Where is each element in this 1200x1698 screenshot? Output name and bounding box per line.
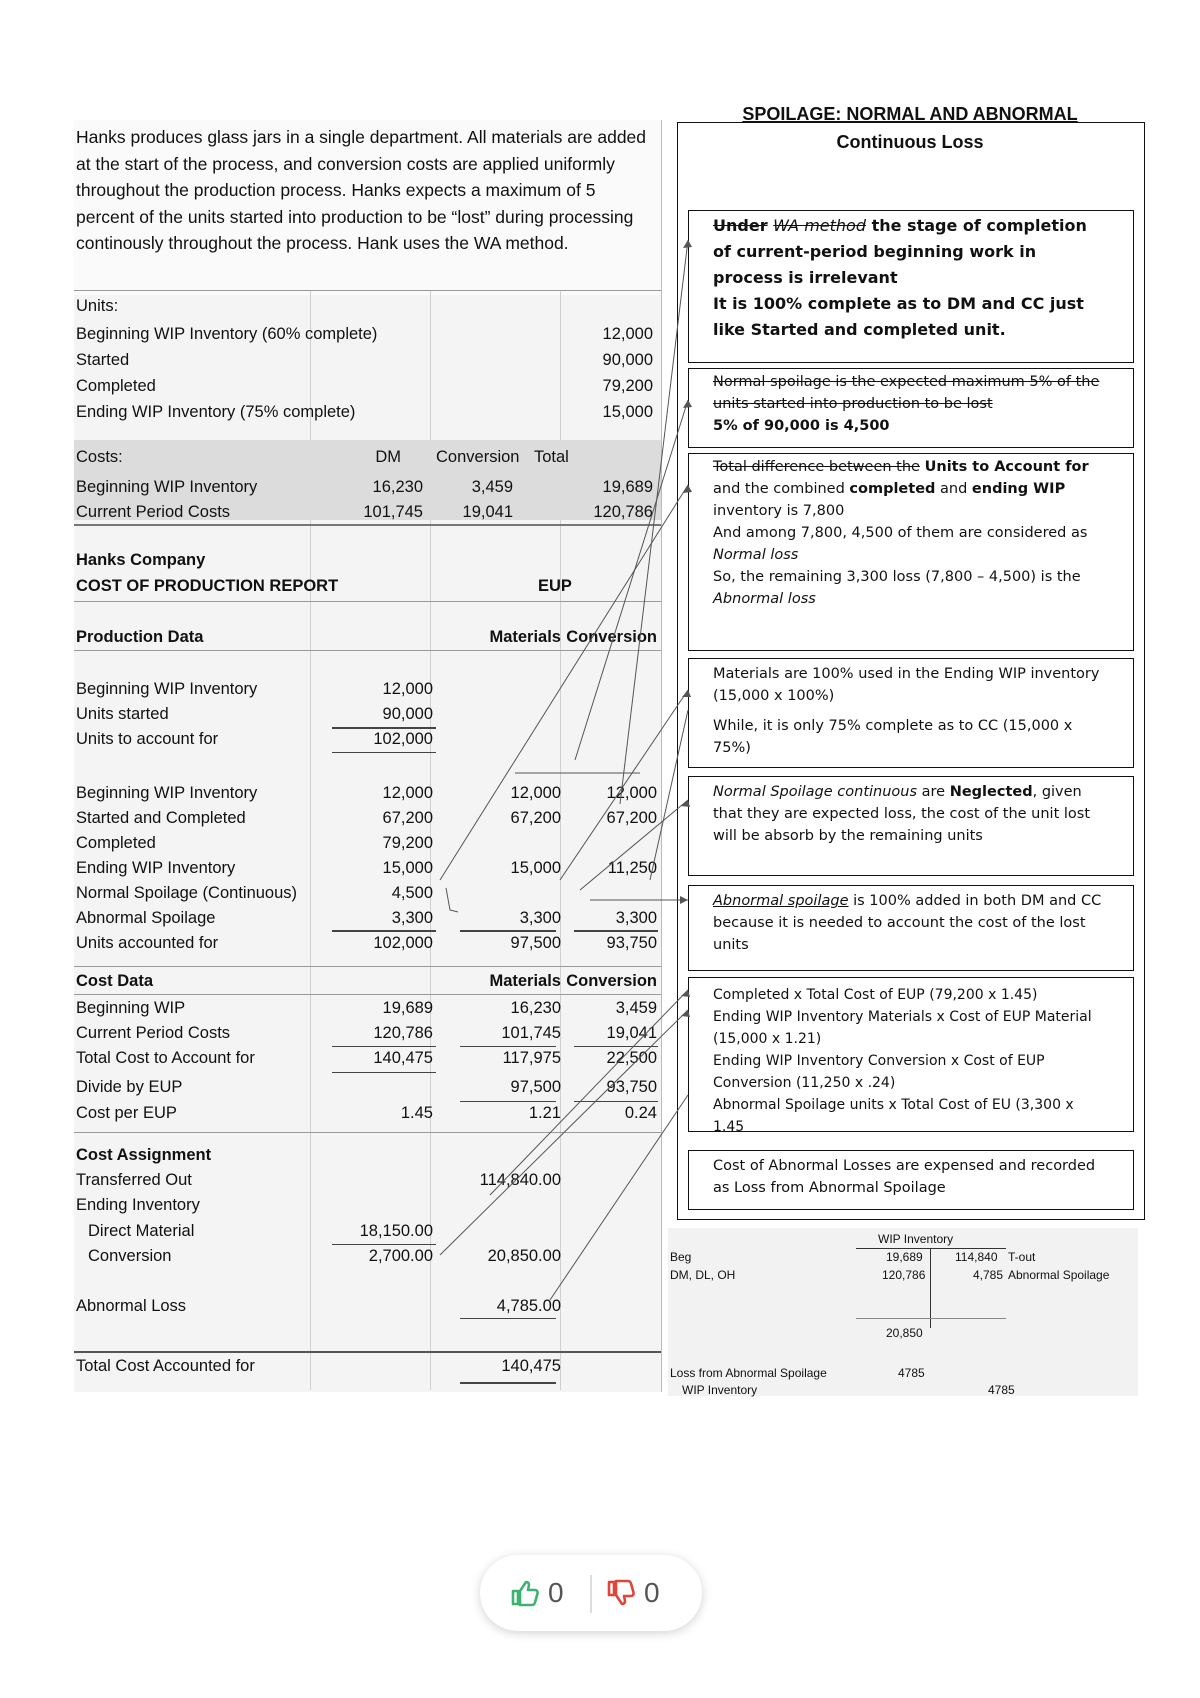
units-header-label: Units: [76, 297, 119, 315]
t-wip-label: WIP Inventory [682, 1383, 758, 1397]
units-row-label: Completed [76, 377, 156, 395]
cost-row-materials: 16,230 [510, 999, 561, 1017]
cost-row-label: Total Cost to Account for [76, 1049, 255, 1067]
t-tout-value: 114,840 [955, 1250, 998, 1264]
cost-row-materials: 1.21 [528, 1104, 561, 1122]
panel-subtitle: Continuous Loss [836, 132, 984, 152]
eup-row-materials: 15,000 [510, 859, 561, 877]
costs-row-total: 19,689 [602, 478, 653, 496]
eup-row-units: 3,300 [391, 909, 433, 927]
downvote-count: 0 [644, 1577, 660, 1608]
cost-row-conversion: 0.24 [624, 1104, 657, 1122]
note-text: Units to Account for [924, 459, 1089, 475]
eup-row-label: Started and Completed [76, 809, 246, 827]
note-text: Normal Spoilage continuous [713, 784, 918, 800]
eup-label: EUP [538, 577, 572, 595]
cost-row-conversion: 19,041 [606, 1024, 657, 1042]
t-abn-value: 4,785 [973, 1268, 1004, 1282]
eup-row-label: Abnormal Spoilage [76, 909, 216, 927]
costs-row-total: 120,786 [593, 503, 653, 521]
units-row-value: 12,000 [602, 325, 653, 343]
note-text: Neglected [949, 784, 1033, 800]
direct-material-value: 18,150.00 [359, 1222, 433, 1240]
t-tout-label: T-out [1008, 1250, 1036, 1264]
abnormal-loss-value: 4,785.00 [496, 1297, 561, 1315]
costs-row-dm: 16,230 [372, 478, 423, 496]
note-text: Ending WIP Inventory Materials x Cost of EUP Material (15,000 x 1.21) [713, 1009, 1092, 1047]
eup-row-units: 79,200 [382, 834, 433, 852]
eup-row-conversion: 93,750 [606, 934, 657, 952]
cost-row-label: Divide by EUP [76, 1078, 183, 1096]
t-beg-value: 19,689 [886, 1250, 923, 1264]
t-dmdloh-label: DM, DL, OH [670, 1268, 736, 1282]
production-row-units: 12,000 [382, 680, 433, 698]
note-text: So, the remaining 3,300 loss (7,800 – 4,500) is the [713, 569, 1081, 585]
total-accounted-label: Total Cost Accounted for [76, 1357, 255, 1375]
note-text: inventory is 7,800 [713, 503, 845, 519]
note-text: WA method [773, 216, 866, 235]
note-text: 5% of 90,000 is 4,500 [713, 418, 890, 434]
total-accounted-value: 140,475 [501, 1357, 561, 1375]
note-text: are [921, 784, 946, 800]
t-abn-label: Abnormal Spoilage [1008, 1268, 1110, 1282]
production-row-units: 90,000 [382, 705, 433, 723]
note-text: Ending WIP Inventory Conversion x Cost of EUP Conversion (11,250 x .24) [713, 1053, 1045, 1091]
cost-data-label: Cost Data [76, 972, 154, 990]
cost-row-total: 140,475 [373, 1049, 433, 1067]
cost-data-materials: Materials [489, 972, 561, 990]
eup-row-units: 67,200 [382, 809, 433, 827]
note-text: is 100% added in both DM and CC because it is needed to account the cost of the lost units [713, 893, 1102, 953]
conversion-value: 2,700.00 [368, 1247, 433, 1265]
production-row-units: 102,000 [373, 730, 433, 748]
cost-row-materials: 97,500 [510, 1078, 561, 1096]
costs-header-label: Costs: [76, 448, 123, 466]
eup-row-label: Completed [76, 834, 156, 852]
cost-row-total: 1.45 [400, 1104, 433, 1122]
note-text: Abnormal spoilage [713, 893, 849, 909]
units-row-label: Ending WIP Inventory (75% complete) [76, 403, 356, 421]
cost-row-total: 120,786 [373, 1024, 433, 1042]
upvote-button[interactable] [510, 1575, 564, 1611]
eup-row-units: 15,000 [382, 859, 433, 877]
cost-row-conversion: 93,750 [606, 1078, 657, 1096]
thumbs-up-icon [510, 1578, 540, 1608]
note-text: Normal spoilage is the expected maximum 5% of the units started into production to be lost [713, 374, 1100, 412]
cost-row-label: Beginning WIP [76, 999, 186, 1017]
eup-row-label: Units accounted for [76, 934, 219, 952]
note-text: the stage of completion of current-period beginning work in process is irrelevant [713, 216, 1087, 287]
note-text: It is 100% complete as to DM and CC just like Started and completed unit. [713, 294, 1084, 339]
t-loss-label: Loss from Abnormal Spoilage [670, 1366, 827, 1380]
note-text: and the combined [713, 481, 845, 497]
units-row-value: 15,000 [602, 403, 653, 421]
costs-row-dm: 101,745 [363, 503, 423, 521]
eup-row-conversion: 11,250 [607, 859, 657, 877]
eup-row-units: 4,500 [391, 884, 433, 902]
cost-row-label: Cost per EUP [76, 1104, 177, 1122]
transferred-out-label: Transferred Out [76, 1171, 192, 1189]
eup-row-materials: 97,500 [510, 934, 561, 952]
cost-row-conversion: 3,459 [615, 999, 657, 1017]
ending-inventory-total: 20,850.00 [487, 1247, 561, 1265]
costs-header-dm: DM [375, 448, 401, 466]
note-text: And among 7,800, 4,500 of them are considered as [713, 525, 1088, 541]
costs-row-label: Current Period Costs [76, 503, 231, 521]
t-beg-label: Beg [670, 1250, 692, 1264]
eup-row-materials: 12,000 [510, 784, 561, 802]
downvote-button[interactable] [606, 1575, 660, 1611]
eup-row-conversion: 67,200 [606, 809, 657, 827]
abnormal-loss-label: Abnormal Loss [76, 1297, 187, 1315]
t-balance: 20,850 [886, 1326, 923, 1340]
eup-row-conversion: 12,000 [606, 784, 657, 802]
vote-bar [480, 1555, 702, 1631]
vote-divider [590, 1575, 592, 1613]
cost-row-materials: 101,745 [501, 1024, 561, 1042]
note-text: Abnormal Spoilage units x Total Cost of EU (3,300 x 1.45 [713, 1097, 1074, 1135]
company-name: Hanks Company [76, 551, 206, 569]
t-account-title: WIP Inventory [878, 1232, 954, 1246]
t-dmdloh-value: 120,786 [882, 1268, 926, 1282]
note-text: , given that they are expected loss, the cost of the unit lost will be absorb by the remaining units [713, 784, 1091, 844]
cost-row-total: 19,689 [382, 999, 433, 1017]
eup-row-conversion: 3,300 [615, 909, 657, 927]
production-row-label: Units to account for [76, 730, 219, 748]
note-text: Materials are 100% used in the Ending WIP inventory (15,000 x 100%) [713, 666, 1100, 704]
eup-row-label: Normal Spoilage (Continuous) [76, 884, 298, 902]
assignment-header-label: Cost Assignment [76, 1146, 212, 1164]
costs-row-conversion: 3,459 [471, 478, 513, 496]
production-row-label: Units started [76, 705, 169, 723]
direct-material-label: Direct Material [88, 1222, 195, 1240]
production-data-label: Production Data [76, 628, 204, 646]
problem-text: Hanks produces glass jars in a single department. All materials are added at the start of the process, and conversion costs are applied uniformly throughout the production process. Hanks expects a maximum of 5 percent of the units started into production to be “lost” during processing continously throughout the process. Hank uses the WA method. [76, 127, 647, 253]
report-title: COST OF PRODUCTION REPORT [76, 577, 339, 595]
note-text: Completed x Total Cost of EUP (79,200 x 1.45) [713, 987, 1038, 1003]
t-loss-value: 4785 [898, 1366, 925, 1380]
eup-row-materials: 3,300 [519, 909, 561, 927]
note-text: ending WIP [971, 481, 1066, 497]
eup-row-units: 12,000 [382, 784, 433, 802]
note-text: completed [849, 481, 936, 497]
costs-row-label: Beginning WIP Inventory [76, 478, 258, 496]
cost-row-materials: 117,975 [502, 1049, 561, 1067]
eup-row-materials: 67,200 [510, 809, 561, 827]
conversion-header: Conversion [566, 628, 657, 646]
cost-row-label: Current Period Costs [76, 1024, 231, 1042]
note-text: Cost of Abnormal Losses are expensed and recorded as Loss from Abnormal Spoilage [713, 1158, 1096, 1196]
production-row-label: Beginning WIP Inventory [76, 680, 258, 698]
note-text: Under [713, 216, 768, 235]
note-text: Total difference between the [713, 459, 920, 475]
eup-row-label: Ending WIP Inventory [76, 859, 236, 877]
costs-header-total: Total [534, 448, 569, 466]
units-row-label: Started [76, 351, 130, 369]
units-row-value: 79,200 [602, 377, 653, 395]
costs-row-conversion: 19,041 [462, 503, 513, 521]
panel-title: SPOILAGE: NORMAL AND ABNORMAL [742, 104, 1078, 124]
materials-header: Materials [489, 628, 561, 646]
thumbs-down-icon [606, 1578, 636, 1608]
cost-data-conversion: Conversion [566, 972, 657, 990]
eup-row-label: Beginning WIP Inventory [76, 784, 258, 802]
transferred-out-value: 114,840.00 [479, 1171, 561, 1189]
t-wip-value: 4785 [988, 1383, 1015, 1397]
ending-inventory-label: Ending Inventory [76, 1196, 200, 1214]
units-row-label: Beginning WIP Inventory (60% complete) [76, 325, 378, 343]
note-text: Abnormal loss [713, 591, 816, 607]
units-row-value: 90,000 [602, 351, 653, 369]
eup-row-units: 102,000 [373, 934, 433, 952]
upvote-count: 0 [548, 1577, 564, 1608]
note-text: Normal loss [713, 547, 799, 563]
note-text: and [940, 481, 968, 497]
conversion-label: Conversion [88, 1247, 172, 1265]
cost-row-conversion: 22,500 [606, 1049, 657, 1067]
note-text: While, it is only 75% complete as to CC (15,000 x 75%) [713, 718, 1073, 756]
costs-header-conversion: Conversion [436, 448, 520, 466]
